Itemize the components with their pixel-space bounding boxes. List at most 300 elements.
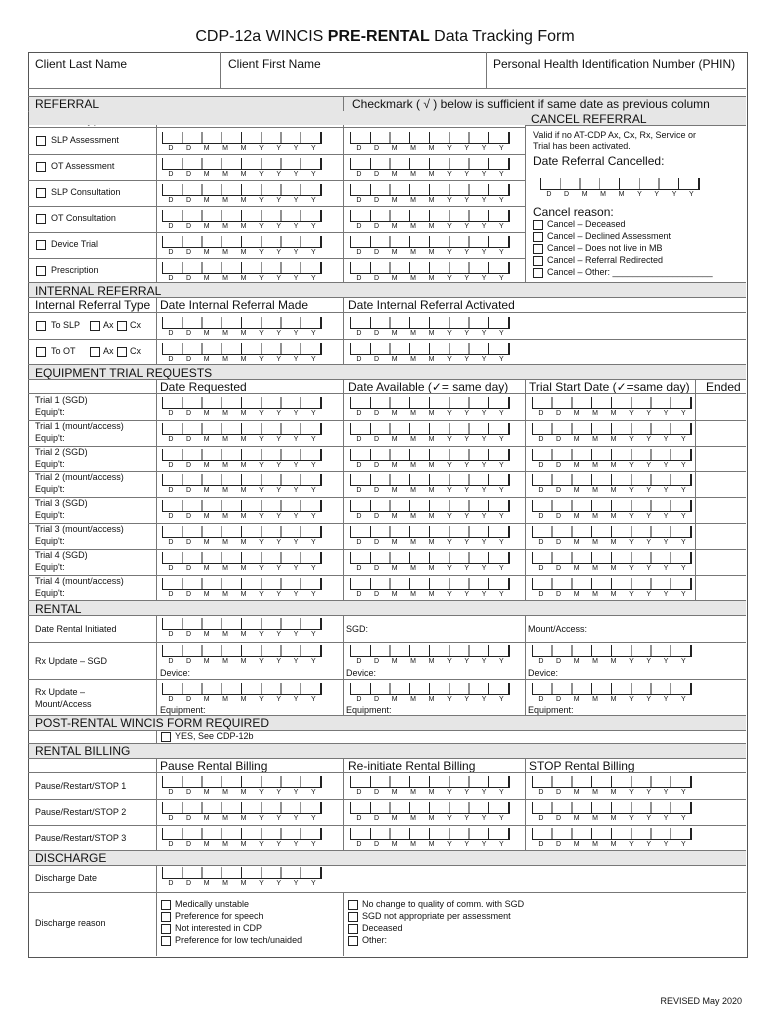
date-format-letter: D <box>186 696 192 703</box>
date-format-letter: M <box>610 590 617 598</box>
date-entry-boxes[interactable] <box>162 828 322 840</box>
stop-billing-date-field[interactable] <box>532 802 692 824</box>
date-format-letter: M <box>573 539 580 546</box>
date-format-letter: D <box>186 487 192 495</box>
date-format-letter: Y <box>447 815 452 822</box>
trial-ended-input[interactable] <box>697 499 743 519</box>
date-format-letter: M <box>203 815 210 822</box>
date-referral-cancelled-field[interactable] <box>540 178 700 200</box>
date-referral-received-field[interactable] <box>162 132 322 154</box>
date-format-letter: D <box>168 197 174 204</box>
date-entry-boxes[interactable] <box>350 343 510 355</box>
date-available-field[interactable] <box>350 500 510 522</box>
pause-rental-billing-header: Pause Rental Billing <box>160 759 268 773</box>
date-format-letter: Y <box>293 249 299 256</box>
date-entry-boxes[interactable] <box>350 474 510 486</box>
date-available-field[interactable] <box>350 474 510 496</box>
date-entry-boxes[interactable] <box>532 802 692 814</box>
post-rental-yes-checkbox[interactable] <box>161 732 171 742</box>
date-format-labels <box>162 171 322 179</box>
date-format-letter: M <box>610 789 617 796</box>
trial-start-date-field[interactable] <box>532 500 692 522</box>
internal-referral-type-1: To SLP <box>51 320 81 330</box>
date-format-letter: Y <box>663 841 669 848</box>
date-format-letter: M <box>240 789 247 796</box>
date-format-letter: M <box>222 145 228 152</box>
date-format-letter: Y <box>293 539 299 546</box>
cancel-reason-3: Cancel – Does not live in MB <box>547 243 663 253</box>
date-format-labels <box>540 191 700 199</box>
internal-referral-type-header: Internal Referral Type <box>35 298 151 312</box>
internal-cx-checkbox[interactable] <box>117 321 127 331</box>
pause-billing-date-field[interactable] <box>162 776 322 798</box>
date-format-letter: Y <box>259 410 264 417</box>
date-entry-boxes[interactable] <box>350 526 510 538</box>
date-available-field[interactable] <box>350 552 510 574</box>
date-entry-boxes[interactable] <box>350 683 510 695</box>
date-format-letter: Y <box>481 275 487 282</box>
internal-ax-checkbox[interactable] <box>90 347 100 357</box>
date-format-letter: M <box>203 223 210 230</box>
date-entry-boxes[interactable] <box>350 578 510 590</box>
date-format-labels <box>162 410 322 418</box>
referral-type-checkbox[interactable] <box>36 214 46 224</box>
date-format-labels <box>350 658 510 666</box>
date-format-letter: D <box>356 145 362 152</box>
date-format-letter: M <box>573 789 580 796</box>
date-entry-boxes[interactable] <box>162 683 322 695</box>
date-format-letter: Y <box>259 197 264 204</box>
date-format-letter: Y <box>481 590 487 598</box>
date-format-letter: D <box>374 461 380 469</box>
internal-ax-checkbox[interactable] <box>90 321 100 331</box>
date-format-letter: Y <box>293 275 299 282</box>
date-format-letter: D <box>374 330 380 337</box>
date-entry-boxes[interactable] <box>162 184 322 196</box>
discharge-reason-left-4-checkbox[interactable] <box>161 936 171 946</box>
date-entry-boxes[interactable] <box>162 552 322 564</box>
date-format-letter: Y <box>481 249 487 256</box>
row-divider <box>28 206 525 207</box>
rx-update-mount-date-field-2[interactable] <box>350 683 510 705</box>
date-entry-boxes[interactable] <box>162 578 322 590</box>
date-format-letter: Y <box>663 696 669 703</box>
date-format-letter: M <box>391 275 398 282</box>
date-format-letter: Y <box>498 171 504 178</box>
date-format-letter: D <box>356 539 362 546</box>
date-requested-field[interactable] <box>162 578 322 600</box>
reinitiate-billing-date-field[interactable] <box>350 828 510 850</box>
column-divider <box>525 379 526 600</box>
date-internal-referral-activated-field[interactable] <box>350 317 510 339</box>
date-entry-boxes[interactable] <box>162 343 322 355</box>
date-referral-activated-field[interactable] <box>350 210 510 232</box>
row-divider <box>28 615 746 616</box>
cancel-reason-3-checkbox[interactable] <box>533 244 543 254</box>
date-format-letter: Y <box>646 841 652 848</box>
internal-type-checkbox[interactable] <box>36 321 46 331</box>
date-entry-boxes[interactable] <box>162 474 322 486</box>
cancel-reason-1-checkbox[interactable] <box>533 220 543 230</box>
date-referral-received-field[interactable] <box>162 236 322 258</box>
date-format-labels <box>350 696 510 704</box>
date-format-labels <box>162 565 322 573</box>
date-entry-boxes[interactable] <box>162 867 322 879</box>
date-format-letter: D <box>374 564 380 572</box>
date-entry-boxes[interactable] <box>350 449 510 461</box>
date-entry-boxes[interactable] <box>162 618 322 630</box>
date-format-letter: M <box>203 487 210 495</box>
date-format-labels <box>350 487 510 495</box>
trial-ended-input[interactable] <box>697 473 743 493</box>
date-format-letter: Y <box>629 539 634 546</box>
date-format-letter: D <box>356 789 362 796</box>
date-entry-boxes[interactable] <box>162 526 322 538</box>
discharge-reason-left-2-checkbox[interactable] <box>161 912 171 922</box>
referral-type-checkbox[interactable] <box>36 266 46 276</box>
date-format-letter: Y <box>310 249 316 256</box>
date-entry-boxes[interactable] <box>532 552 692 564</box>
date-format-letter: D <box>168 841 174 848</box>
date-format-letter: M <box>428 356 435 363</box>
trial-name-3: Trial 2 (SGD) <box>35 446 88 457</box>
trial-ended-input[interactable] <box>697 396 743 416</box>
date-entry-boxes[interactable] <box>162 802 322 814</box>
trial-ended-input[interactable] <box>697 551 743 571</box>
date-format-letter: D <box>186 223 192 230</box>
date-requested-field[interactable] <box>162 397 322 419</box>
rx-update-sgd-date-field[interactable] <box>162 645 322 667</box>
date-format-letter: Y <box>498 513 504 521</box>
date-entry-boxes[interactable] <box>162 423 322 435</box>
discharge-reason-right-4-checkbox[interactable] <box>348 936 358 946</box>
referral-type-checkbox[interactable] <box>36 136 46 146</box>
date-format-letter: M <box>573 590 580 598</box>
date-available-field[interactable] <box>350 397 510 419</box>
date-format-letter: D <box>168 564 174 572</box>
date-format-letter: Y <box>646 590 652 598</box>
date-format-letter: M <box>592 539 598 546</box>
date-format-letter: Y <box>310 435 316 443</box>
date-format-labels <box>532 658 692 666</box>
date-format-letter: Y <box>464 815 470 822</box>
discharge-reason-right-3-checkbox[interactable] <box>348 924 358 934</box>
date-format-letter: Y <box>447 487 452 495</box>
date-format-letter: M <box>610 696 617 703</box>
cancel-reason-2-checkbox[interactable] <box>533 232 543 242</box>
referral-type-checkbox[interactable] <box>36 162 46 172</box>
rx-update-mount-date-field[interactable] <box>162 683 322 705</box>
date-format-letter: M <box>222 171 228 178</box>
date-available-field[interactable] <box>350 449 510 471</box>
date-format-letter: Y <box>447 789 452 796</box>
date-entry-boxes[interactable] <box>532 578 692 590</box>
row-divider <box>28 772 746 773</box>
date-entry-boxes[interactable] <box>350 500 510 512</box>
cancel-reason-5-checkbox[interactable] <box>533 268 543 278</box>
date-entry-boxes[interactable] <box>350 210 510 222</box>
date-format-letter: Y <box>481 145 487 152</box>
date-format-letter: Y <box>498 815 504 822</box>
date-requested-field[interactable] <box>162 552 322 574</box>
date-format-letter: M <box>610 815 617 822</box>
date-requested-field[interactable] <box>162 449 322 471</box>
date-format-letter: Y <box>259 658 264 665</box>
date-format-letter: Y <box>464 249 470 256</box>
pause-billing-date-field[interactable] <box>162 828 322 850</box>
date-entry-boxes[interactable] <box>532 828 692 840</box>
device-label: Device: <box>160 668 191 678</box>
date-format-letter: Y <box>310 410 316 417</box>
date-entry-boxes[interactable] <box>350 802 510 814</box>
date-format-letter: Y <box>447 841 452 848</box>
date-entry-boxes[interactable] <box>162 210 322 222</box>
date-entry-boxes[interactable] <box>532 500 692 512</box>
date-format-letter: M <box>222 631 228 638</box>
internal-type-checkbox[interactable] <box>36 347 46 357</box>
trial-start-date-field[interactable] <box>532 397 692 419</box>
date-entry-boxes[interactable] <box>540 178 700 190</box>
equipment-label: Equip't: <box>35 587 65 598</box>
date-format-letter: Y <box>498 356 504 363</box>
date-referral-activated-field[interactable] <box>350 132 510 154</box>
column-divider <box>525 111 526 282</box>
trial-start-date-field[interactable] <box>532 423 692 445</box>
phin-input[interactable] <box>487 72 745 88</box>
date-entry-boxes[interactable] <box>350 645 510 657</box>
date-format-letter: Y <box>447 356 452 363</box>
date-format-letter: D <box>556 461 562 469</box>
client-last-name-input[interactable] <box>29 72 219 88</box>
rental-band <box>29 601 746 615</box>
date-format-letter: Y <box>310 590 316 598</box>
column-divider <box>156 865 157 956</box>
date-format-letter: Y <box>481 789 487 796</box>
date-format-letter: M <box>428 815 435 822</box>
discharge-reason-right-1-checkbox[interactable] <box>348 900 358 910</box>
pause-restart-stop-1: Pause/Restart/STOP 1 <box>35 781 127 791</box>
date-format-letter: D <box>556 487 562 495</box>
date-format-letter: D <box>374 223 380 230</box>
trial-ended-input[interactable] <box>697 448 743 468</box>
date-format-letter: M <box>410 223 416 230</box>
date-format-letter: M <box>240 564 247 572</box>
date-format-letter: M <box>240 461 247 469</box>
trial-name-8: Trial 4 (mount/access) <box>35 575 124 586</box>
date-format-letter: Y <box>447 145 452 152</box>
row-divider <box>28 865 746 866</box>
date-entry-boxes[interactable] <box>162 449 322 461</box>
date-referral-received-field[interactable] <box>162 210 322 232</box>
trial-start-date-field[interactable] <box>532 552 692 574</box>
date-format-letter: Y <box>464 223 470 230</box>
date-format-letter: M <box>203 410 210 417</box>
date-internal-referral-made-field[interactable] <box>162 343 322 365</box>
referral-type-checkbox[interactable] <box>36 240 46 250</box>
date-entry-boxes[interactable] <box>350 158 510 170</box>
date-format-letter: Y <box>276 249 282 256</box>
date-referral-activated-field[interactable] <box>350 236 510 258</box>
date-format-letter: D <box>374 410 380 417</box>
date-format-letter: M <box>222 275 228 282</box>
date-rental-initiated-field[interactable] <box>162 618 322 640</box>
date-entry-boxes[interactable] <box>350 552 510 564</box>
trial-start-date-field[interactable] <box>532 474 692 496</box>
date-format-letter: Y <box>310 197 316 204</box>
date-referral-received-field[interactable] <box>162 158 322 180</box>
client-last-name-label: Client Last Name <box>35 57 128 71</box>
date-entry-boxes[interactable] <box>532 474 692 486</box>
stop-billing-date-field[interactable] <box>532 776 692 798</box>
date-entry-boxes[interactable] <box>350 317 510 329</box>
date-format-letter: M <box>240 487 247 495</box>
date-format-letter: Y <box>447 197 452 204</box>
discharge-date-field[interactable] <box>162 867 322 889</box>
date-entry-boxes[interactable] <box>532 776 692 788</box>
date-internal-referral-activated-field[interactable] <box>350 343 510 365</box>
date-format-letter: Y <box>293 145 299 152</box>
date-available-field[interactable] <box>350 526 510 548</box>
date-format-letter: M <box>592 815 598 822</box>
client-first-name-input[interactable] <box>221 72 485 88</box>
date-format-letter: Y <box>293 197 299 204</box>
date-format-labels <box>162 513 322 521</box>
trial-ended-input[interactable] <box>697 525 743 545</box>
date-format-letter: M <box>222 789 228 796</box>
date-entry-boxes[interactable] <box>350 423 510 435</box>
rx-update-mount-date-field-3[interactable] <box>532 683 692 705</box>
date-entry-boxes[interactable] <box>532 683 692 695</box>
date-format-letter: M <box>391 197 398 204</box>
date-format-letter: Y <box>293 461 299 469</box>
date-format-letter: D <box>186 410 192 417</box>
date-format-letter: D <box>556 410 562 417</box>
form-title: CDP-12a WINCIS PRE-RENTAL Data Tracking Form <box>195 28 575 45</box>
date-format-letter: Y <box>464 435 470 443</box>
date-referral-activated-field[interactable] <box>350 184 510 206</box>
reinitiate-billing-date-field[interactable] <box>350 776 510 798</box>
date-entry-boxes[interactable] <box>162 500 322 512</box>
date-referral-received-field[interactable] <box>162 262 322 284</box>
date-entry-boxes[interactable] <box>162 776 322 788</box>
date-entry-boxes[interactable] <box>162 317 322 329</box>
date-format-letter: D <box>168 539 174 546</box>
rx-update-sgd-date-field-3[interactable] <box>532 645 692 667</box>
date-entry-boxes[interactable] <box>162 158 322 170</box>
date-format-letter: Y <box>276 564 282 572</box>
date-format-letter: Y <box>259 590 264 598</box>
date-requested-field[interactable] <box>162 526 322 548</box>
rx-update-sgd-date-field-2[interactable] <box>350 645 510 667</box>
date-internal-referral-made-field[interactable] <box>162 317 322 339</box>
trial-start-date-field[interactable] <box>532 578 692 600</box>
date-format-letter: Y <box>447 564 452 572</box>
date-format-letter: Y <box>293 410 299 417</box>
trial-start-date-field[interactable] <box>532 526 692 548</box>
date-format-letter: Y <box>259 789 264 796</box>
date-entry-boxes[interactable] <box>162 397 322 409</box>
trial-name-4: Trial 2 (mount/access) <box>35 472 124 483</box>
trial-ended-input[interactable] <box>697 422 743 442</box>
date-format-letter: D <box>168 410 174 417</box>
referral-type-checkbox[interactable] <box>36 188 46 198</box>
internal-cx-checkbox[interactable] <box>117 347 127 357</box>
date-entry-boxes[interactable] <box>532 449 692 461</box>
date-entry-boxes[interactable] <box>532 645 692 657</box>
date-format-letter: D <box>538 841 544 848</box>
date-format-letter: Y <box>310 880 316 887</box>
date-format-letter: D <box>168 330 174 337</box>
date-entry-boxes[interactable] <box>532 397 692 409</box>
row-divider <box>28 523 746 524</box>
date-format-letter: M <box>592 789 598 796</box>
date-entry-boxes[interactable] <box>350 262 510 274</box>
reinitiate-billing-date-field[interactable] <box>350 802 510 824</box>
equipment-field-label-2: Equipment: <box>346 705 392 715</box>
discharge-reason-left-3-checkbox[interactable] <box>161 924 171 934</box>
date-entry-boxes[interactable] <box>350 776 510 788</box>
date-format-letter: D <box>356 564 362 572</box>
date-entry-boxes[interactable] <box>532 526 692 538</box>
date-referral-activated-field[interactable] <box>350 262 510 284</box>
date-format-letter: D <box>538 696 544 703</box>
date-entry-boxes[interactable] <box>350 184 510 196</box>
date-entry-boxes[interactable] <box>162 236 322 248</box>
date-entry-boxes[interactable] <box>162 262 322 274</box>
date-available-field[interactable] <box>350 578 510 600</box>
date-format-letter: Y <box>464 841 470 848</box>
date-format-letter: D <box>356 249 362 256</box>
date-entry-boxes[interactable] <box>162 645 322 657</box>
date-format-letter: D <box>186 197 192 204</box>
date-format-letter: M <box>240 590 247 598</box>
pause-billing-date-field[interactable] <box>162 802 322 824</box>
date-format-letter: Y <box>646 487 652 495</box>
date-format-letter: D <box>538 461 544 469</box>
date-requested-field[interactable] <box>162 474 322 496</box>
cancel-reason-4-checkbox[interactable] <box>533 256 543 266</box>
trial-start-date-field[interactable] <box>532 449 692 471</box>
date-format-letter: Y <box>447 171 452 178</box>
date-available-field[interactable] <box>350 423 510 445</box>
date-format-letter: Y <box>663 487 669 495</box>
date-format-letter: D <box>356 223 362 230</box>
date-entry-boxes[interactable] <box>532 423 692 435</box>
date-format-letter: Y <box>629 513 634 521</box>
date-format-letter: Y <box>259 356 264 363</box>
date-format-letter: D <box>356 410 362 417</box>
date-format-letter: M <box>203 841 210 848</box>
date-requested-field[interactable] <box>162 423 322 445</box>
discharge-reason-right-2-checkbox[interactable] <box>348 912 358 922</box>
discharge-reason-left-1-checkbox[interactable] <box>161 900 171 910</box>
date-format-labels <box>162 631 322 639</box>
date-entry-boxes[interactable] <box>350 236 510 248</box>
date-entry-boxes[interactable] <box>162 132 322 144</box>
date-entry-boxes[interactable] <box>350 397 510 409</box>
date-entry-boxes[interactable] <box>350 828 510 840</box>
date-referral-activated-field[interactable] <box>350 158 510 180</box>
date-format-letter: Y <box>447 223 452 230</box>
date-format-labels <box>532 462 692 470</box>
cancel-reason-1: Cancel – Deceased <box>547 219 626 229</box>
date-entry-boxes[interactable] <box>350 132 510 144</box>
date-requested-field[interactable] <box>162 500 322 522</box>
stop-billing-date-field[interactable] <box>532 828 692 850</box>
trial-ended-input[interactable] <box>697 577 743 597</box>
date-referral-received-field[interactable] <box>162 184 322 206</box>
date-format-letter: D <box>556 815 562 822</box>
